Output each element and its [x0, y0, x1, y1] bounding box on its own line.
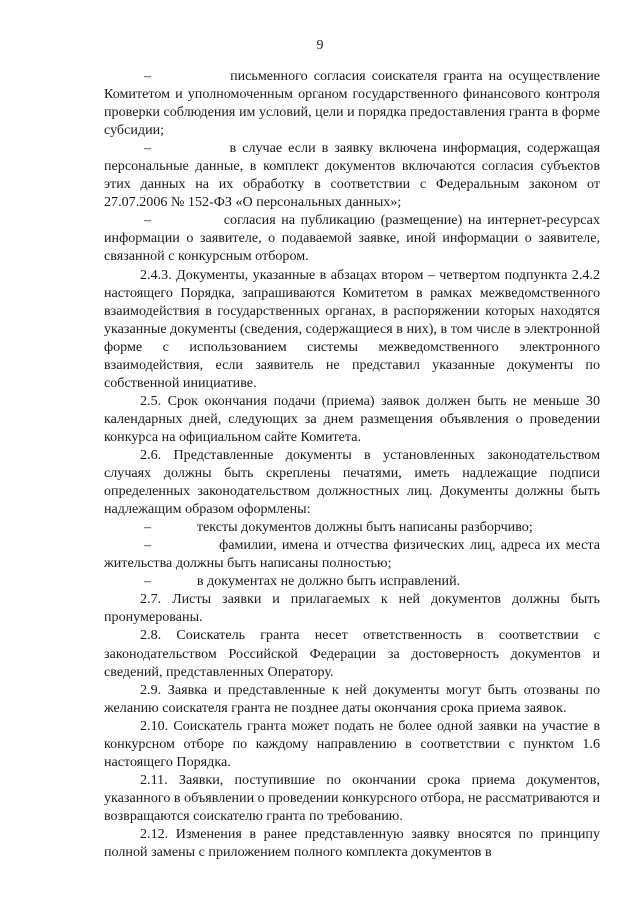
list-item-full-names: – фамилии, имена и отчества физических лиц, адреса их места жительства должны быть написаны полностью; [104, 537, 600, 572]
list-item-no-corrections: – в документах не должно быть исправлений. [144, 573, 461, 590]
clause-2-10: 2.10. Соискатель гранта может подать не более одной заявки на участие в конкурсном отборе по каждому направлению в соответствии с пунктом 1.6 настоящего Порядка. [104, 717, 600, 770]
page-number: 9 [316, 38, 324, 53]
clause-2-5: 2.5. Срок окончания подачи (приема) заявок должен быть не меньше 30 календарных дней, следующих за днем размещения объявления о проведении конкурса на официальном сайте Комитета. [104, 392, 600, 445]
list-item-personal-data-consent: – в случае если в заявку включена информация, содержащая персональные данные, в комплект документов включаются согласия субъектов этих данных на их обработку в соответствии с Федеральным законом от 27.07.2006 № 152-ФЗ «О персональных данных»; [104, 140, 600, 211]
clause-2-6: 2.6. Представленные документы в установленных законодательством случаях должны быть скреплены печатями, иметь надлежащие подписи определенных законодательством должностных лиц. Документы должны быть надлежащим образом оформлены: [104, 446, 600, 518]
list-item-consent-control: – письменного согласия соискателя гранта на осуществление Комитетом и уполномоченным органом государственного финансового контроля проверки соблюдения им условий, цели и порядка предоставления гранта в форме субсидии; [104, 68, 600, 139]
clause-2-11: 2.11. Заявки, поступившие по окончании срока приема документов, указанного в объявлении о проведении конкурсного отбора, не рассматриваются и возвращаются соискателю гранта по требованию. [104, 771, 600, 824]
clause-2-12: 2.12. Изменения в ранее представленную заявку вносятся по принципу полной замены с приложением полного комплекта документов в [104, 825, 600, 861]
list-item-legible-text: – тексты документов должны быть написаны разборчиво; [144, 519, 533, 536]
list-item-publication-consent: – согласия на публикацию (размещение) на интернет-ресурсах информации о заявителе, о подаваемой заявке, иной информации о заявителе, связанной с конкурсным отбором. [104, 212, 600, 265]
clause-2-9: 2.9. Заявка и представленные к ней документы могут быть отозваны по желанию соискателя гранта не позднее даты окончания срока приема заявок. [104, 681, 600, 716]
clause-2-8: 2.8. Соискатель гранта несет ответственность в соответствии с законодательством Российской Федерации за достоверность документов и сведений, представленных Оператору. [104, 627, 600, 680]
document-body [104, 67, 600, 861]
clause-2-4-3: 2.4.3. Документы, указанные в абзацах втором – четвертом подпункта 2.4.2 настоящего Порядка, запрашиваются Комитетом в рамках межведомственного взаимодействия в государственных органах, в распоряжении которых находятся указанные документы (сведения, содержащиеся в них), в том числе в электронной форме с использованием системы межведомственного электронного взаимодействия, если заявитель не представил указанные документы по собственной инициативе. [104, 266, 600, 391]
clause-2-7: 2.7. Листы заявки и прилагаемых к ней документов должны быть пронумерованы. [104, 591, 600, 626]
